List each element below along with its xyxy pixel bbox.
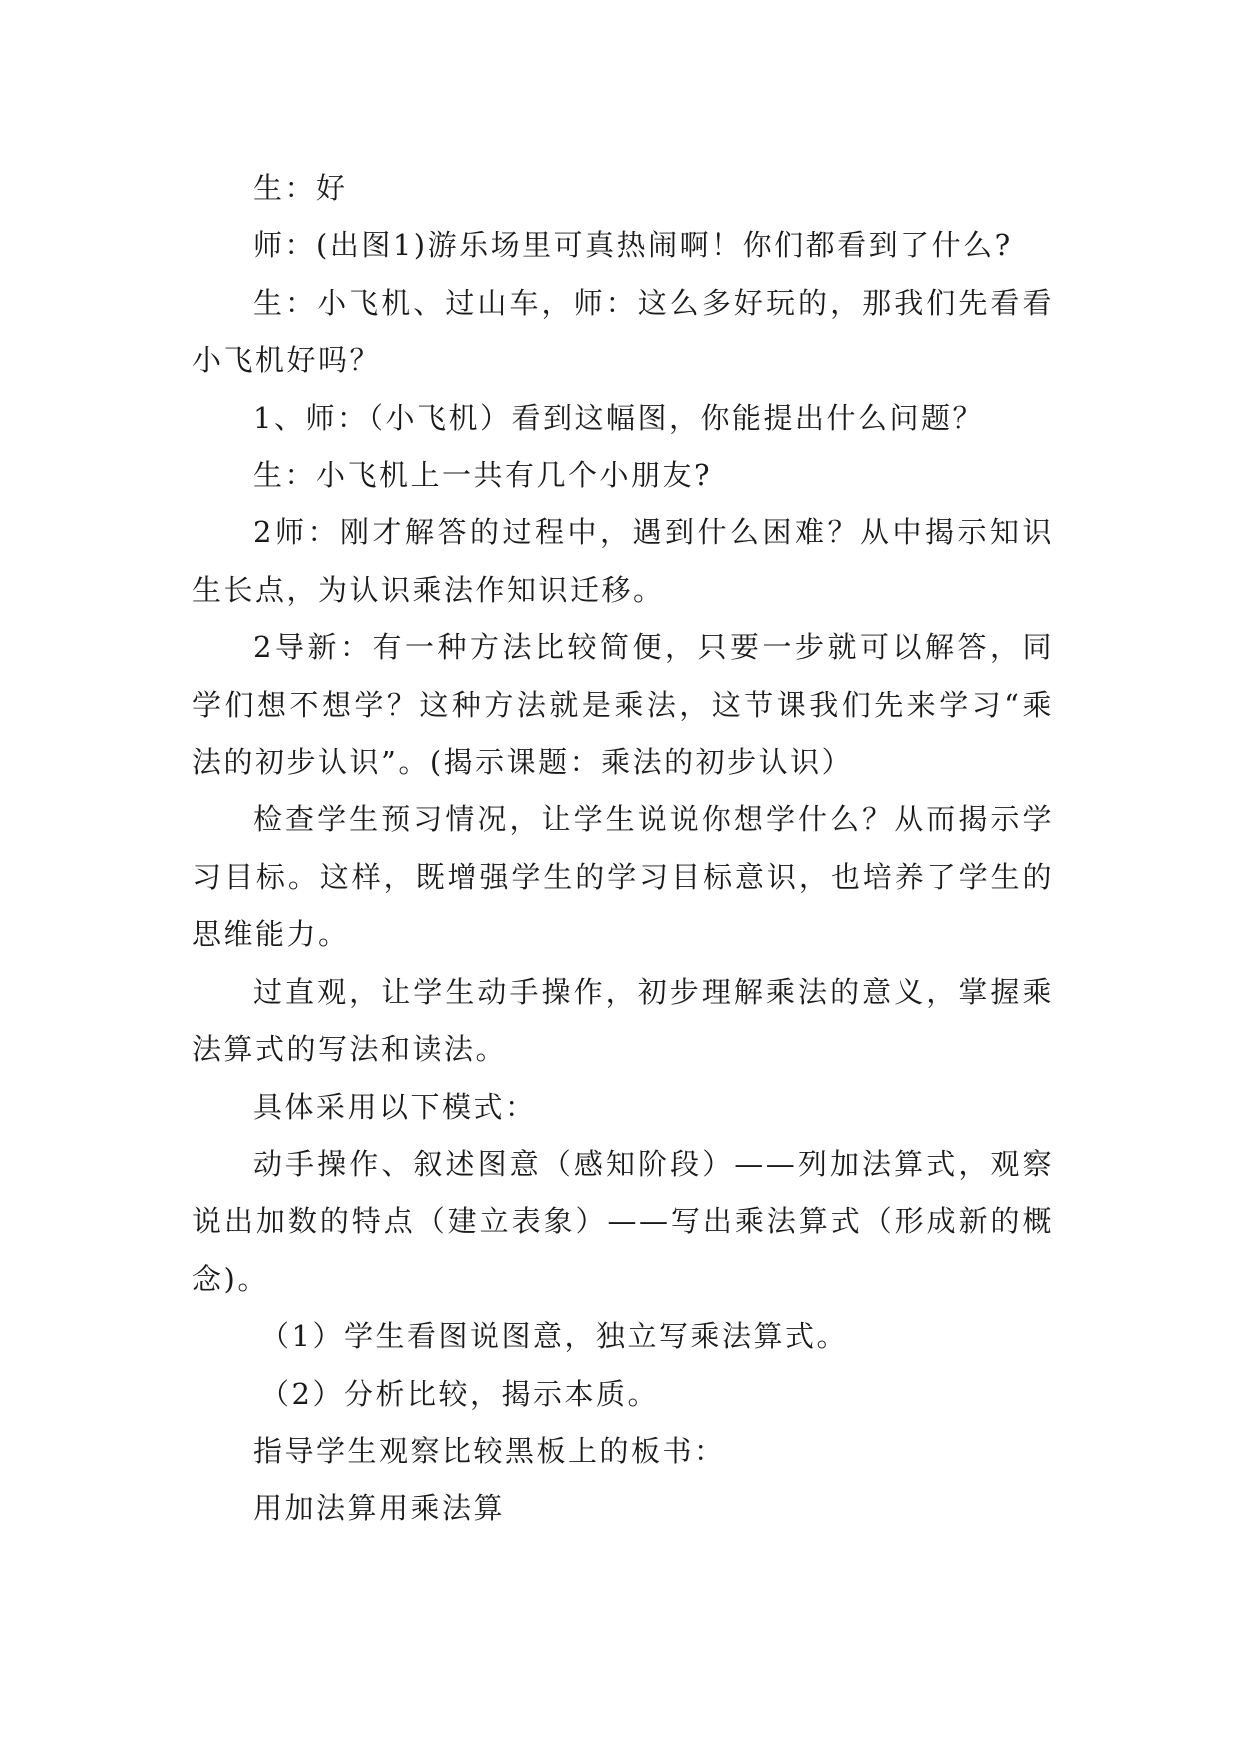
paragraph: 1、师：（小飞机）看到这幅图，你能提出什么问题？ [253, 400, 984, 435]
paragraph: 师：(出图1)游乐场里可真热闹啊！你们都看到了什么? [253, 228, 1013, 263]
paragraph: 指导学生观察比较黑板上的板书： [253, 1433, 726, 1468]
paragraph: 2师：刚才解答的过程中，遇到什么困难？从中揭示知识生长点，为认识乘法作知识迁移。 [192, 515, 1054, 607]
document-body [192, 160, 1054, 1538]
paragraph: 具体采用以下模式： [253, 1089, 537, 1124]
paragraph: 用加法算用乘法算 [253, 1491, 506, 1526]
paragraph: 2导新：有一种方法比较简便，只要一步就可以解答，同学们想不想学？这种方法就是乘法，这节课我们先来学习“乘法的初步认识”。(揭示课题：乘法的初步认识） [192, 630, 1054, 780]
paragraph: （2）分析比较，揭示本质。 [260, 1376, 659, 1411]
paragraph: （1）学生看图说图意，独立写乘法算式。 [260, 1319, 848, 1354]
paragraph: 生：好 [253, 171, 348, 205]
paragraph: 过直观，让学生动手操作，初步理解乘法的意义，掌握乘法算式的写法和读法。 [192, 974, 1054, 1067]
paragraph: 动手操作、叙述图意（感知阶段）——列加法算式，观察说出加数的特点（建立表象）——写出乘法算式（形成新的概念)。 [192, 1146, 1054, 1296]
paragraph: 生：小飞机上一共有几个小朋友? [253, 458, 713, 493]
paragraph: 检查学生预习情况，让学生说说你想学什么？从而揭示学习目标。这样，既增强学生的学习目标意识，也培养了学生的思维能力。 [192, 802, 1054, 952]
paragraph: 生：小飞机、过山车，师：这么多好玩的，那我们先看看小飞机好吗？ [192, 285, 1054, 378]
